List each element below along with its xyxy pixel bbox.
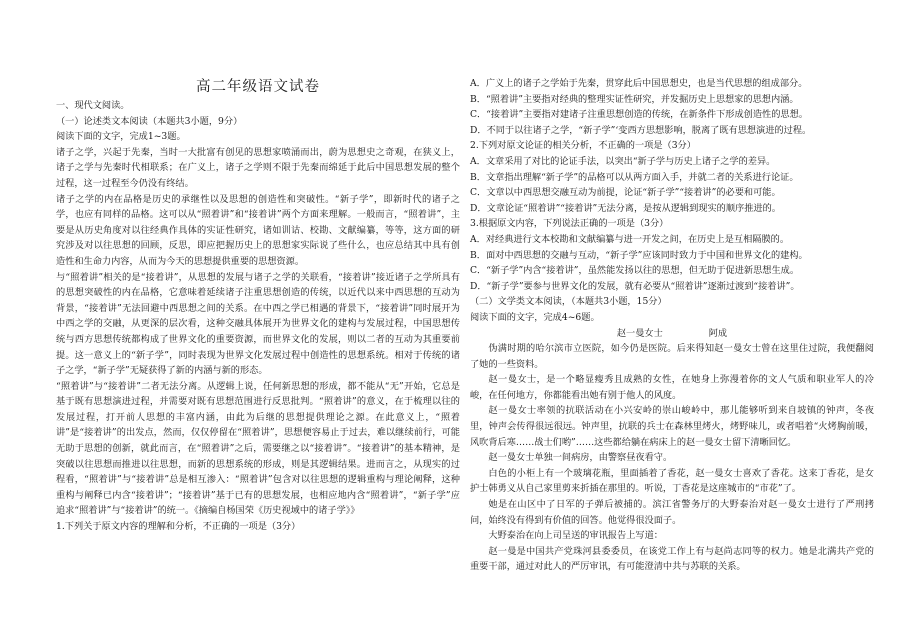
q2-option-a: A．文章采用了对比的论证手法，以突出“新子学与历史上诸子之学的差异。 xyxy=(470,155,776,167)
q1-option-b: B．“照着讲”主要指对经典的整理实证性研究，并发掘历史上思想家的思想内涵。 xyxy=(470,93,799,105)
passage-paragraph: 与“照着讲”相关的是“接着讲”，从思想的发展与诸子之学的关联看，“接着讲”接近诸子之学所具有的思想突破性的内在品格，它意味着延续诸子注重思想创造的传统，以近代以来中西思想的互动为背景，“接着讲”无法回避中西思想之间的关系。在中西之学已相遇的背景下，“接着讲”同时展开为中西之学的交融，从更深的层次看，这种交融具体展开为世界文化的建构与发展过程，中国思想传统与西方思想传统都构成了世界文化的重要资源，而世界文化的发展，则以二者的互动为其重要前提。这一意义上的“新子学”，同时表现为世界文化发展过程中创造性的思想系统。相对于传统的诸子之学，“新子学”无疑获得了新的内涵与新的形态。 xyxy=(56,271,460,377)
subsection-heading: （一）论述类文本阅读（本题共3小题，9分） xyxy=(56,115,243,127)
q3-option-c: C．“新子学”内含“接着讲”，虽然能发扬以往的思想，但无助于促进新思想生成。 xyxy=(470,265,800,277)
reading-instruction: 阅读下面的文字，完成1~3题。 xyxy=(56,131,186,143)
story-title-author: 赵一曼女士 阿成 xyxy=(616,327,728,339)
section-heading: 一、现代文阅读。 xyxy=(56,100,130,111)
story-paragraph: 赵一曼是中国共产党珠河县委委员，在该党工作上有与赵尚志同等的权力。她是北满共产党的重要干部，通过对此人的严厉审讯，有可能澄清中共与苏联的关系。 xyxy=(470,545,874,573)
q1-option-c: C．“接着讲”主要指对建诸子注重思想创造的传统，在新条件下形成创造性的思想。 xyxy=(470,109,808,121)
q3-option-d: D．“新子学”要参与世界文化的发展，就有必要从“照着讲”逐渐过渡到“接着讲”。 xyxy=(470,280,800,292)
q3-option-b: B．面对中西思想的交融与互动，“新子学”应该同时致力于中国和世界文化的建构。 xyxy=(470,249,808,261)
subsection-heading: （二）文学类文本阅读，（本题共3小题，15分） xyxy=(470,296,667,308)
page-title: 高二年级语文试卷 xyxy=(196,79,320,95)
passage-paragraph: 诸子之学，兴起于先秦，当时一大批富有创见的思想家喷涌而出，蔚为思想史之奇观，在狭义上，诸子之学与先秦时代相联系；在广义上，诸子之学则不限于先秦而绵延于此后中国思想发展的整个过程，这一过程至今仍没有终结。 xyxy=(56,146,460,189)
reading-instruction: 阅读下面的文字，完成4~6题。 xyxy=(470,311,600,323)
story-paragraph: 赵一曼女士率领的抗联活动在小兴安岭的崇山峻岭中，那儿能够听到来自坡镇的钟声，冬夜里，钟声会传得很远很远。钟声里，抗联的兵士在森林里烤火，烤野味儿，或者唱着“火烤胸前暖，风吹背后寒……战士们哟”……这些都给躺在病床上的赵一曼女士留下清晰回忆。 xyxy=(470,405,874,448)
story-paragraph: 她是在山区中了日军的子弹后被捕的。滨江省警务厅的大野泰治对赵一曼女士进行了严刑拷问，始终没有得到有价值的回答。他觉得很没面子。 xyxy=(470,499,874,526)
story-paragraph: 赵一曼女士单独一间病房，由警察昼夜看守。 xyxy=(488,452,673,464)
left-column xyxy=(56,98,460,535)
question-1: 1.下列关于原文内容的理解和分析，不正确的一项是（3分） xyxy=(56,521,301,533)
q3-option-a: A．对经典进行文本校勘和文献编纂与进一开发之间，在历史上是互相隔膜的。 xyxy=(470,233,790,245)
right-column xyxy=(470,76,874,575)
story-paragraph: 白色的小柜上有一个玻璃花瓶，里面插着了香花，赵一曼女士喜欢了香花。这来丁香花，是女护士韩勇义从自己家里剪来折插在那里的。听说，丁香花是这座城市的“市花”了。 xyxy=(470,467,874,495)
q1-option-a: A．广义上的诸子之学始于先秦，贯穿此后中国思想史，也是当代思想的组成部分。 xyxy=(470,78,808,89)
story-paragraph: 赵一曼女士，是一个略显瘦秀且成熟的女性，在她身上弥漫着你的文人气质和职业军人的冷峻，在任何地方，你都能看出她有别于他人的风度。 xyxy=(470,374,874,401)
story-paragraph: 大野泰治在向上司呈送的审讯报告上写道： xyxy=(488,530,663,542)
q1-option-d: D．不同于以往诸子之学，“新子学”‘变西方思想影响，脱离了既有思想演进的过程。 xyxy=(470,124,812,136)
story-paragraph: 伪满时期的哈尔滨市立医院，如今仍是医院。后来得知赵一曼女士曾在这里住过院，我便翻阅了她的一些资料。 xyxy=(470,343,874,370)
passage-paragraph: 诸子之学的内在品格是历史的承继性以及思想的创造性和突破性。“新子学”，即新时代的诸子之学，也应有同样的品格。这可以从“照着讲”和“接着讲”两个方面来理解。一般而言，“照着讲”，主要是从历史角度对以往经典作具体的实证性研究，诸如训诂、校勘、文献编纂，等等，这方面的研究涉及对以往思想的回顾，反思，即应把握历史上的思想家实际说了些什么，也应总结其中具有创造性和生命力内容，从而为今天的思想提供重要的思想资源。 xyxy=(56,193,460,267)
q2-option-b: B．文章指出理解“新子学”的品格可以从两方面入手，并就二者的关系进行论证。 xyxy=(470,171,799,183)
q2-option-d: D．文章论证“照着讲”“接着讲”无法分离，是按从逻辑到现实的顺序推进的。 xyxy=(470,202,781,214)
question-3: 3.根据原文内容，下列说法正确的一项是（3分） xyxy=(470,218,669,230)
passage-paragraph: “照着讲”与“接着讲”二者无法分离。从逻辑上说，任何新思想的形成，都不能从“无”开始，它总是基于既有思想演进过程，并需要对既有思想范围进行反思批判。“照着讲”的意义，在于梳理以往的发展过程，打开前人思想的丰富内涵，由此为后继的思想提供理论之源。在此意义上，“照着讲”是“接着讲”的出发点，然而，仅仅停留在“照着讲”，思想便容易止于过去，难以继续前行，可能无助于思想的创新，就此而言，在“照着讲”之后，需要继之以“接着讲”。“接着讲”的基本精神，是突破以往思想而推进以往思想，而新的思想系统的形成，则是其逻辑结果。进而言之，从现实的过程看，“照着讲”与“接着讲”总是相互渗入：“照着讲”包含对以往思想的逻辑重构与理论阐释，这种重构与阐释已内含“接着讲”；“接着讲”基于已有的思想发展，也相应地内含“照着讲”，“新子学”应追求“照着讲”与“接着讲”的统一。《摘编自杨国荣《历史视域中的诸子学》》 xyxy=(56,380,460,517)
q2-option-c: C．文章以中西思想交融互动为前提，论证“新子学”“接着讲”的必要和可能。 xyxy=(470,187,781,199)
question-2: 2.下列对原文论证的相关分析，不正确的一项是（3分） xyxy=(470,140,696,152)
